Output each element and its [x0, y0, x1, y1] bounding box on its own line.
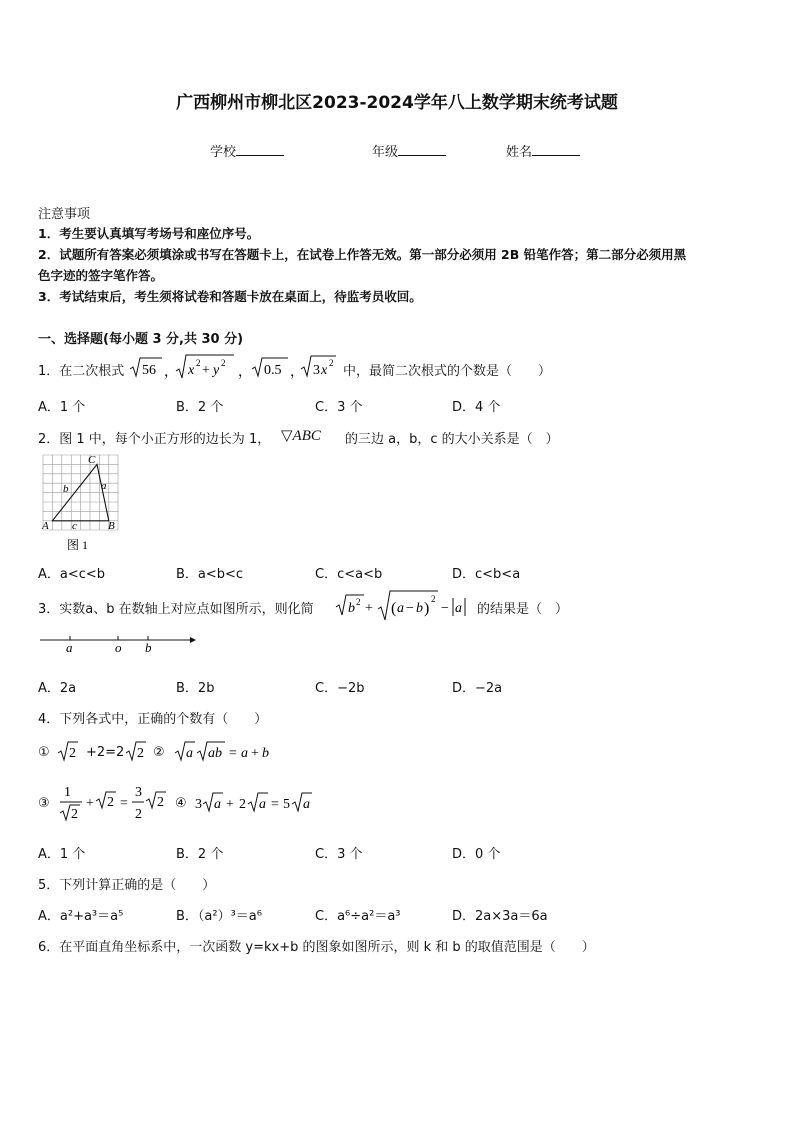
q3-option-c: C．−2b: [315, 681, 365, 696]
svg-text:ab: ab: [208, 746, 222, 761]
svg-text:，: ，: [164, 365, 178, 380]
q4-option-a: A．1 个: [38, 847, 86, 862]
name-blank: [532, 143, 580, 156]
svg-text:x: x: [321, 363, 328, 378]
notes-item-3: 3．考试结束后，考生须将试卷和答题卡放在桌面上，待监考员收回。: [38, 289, 422, 304]
svg-text:a: a: [241, 746, 248, 761]
svg-text:56: 56: [142, 363, 156, 378]
label-B: B: [108, 520, 115, 532]
q1-suffix: 中，最简二次根式的个数是（ ）: [343, 364, 552, 379]
grade-label: 年级: [372, 145, 399, 160]
svg-text:=: =: [271, 797, 279, 812]
q2-option-a: A．a<c<b: [38, 567, 106, 582]
q4-item4-expr: [193, 789, 318, 815]
figure-caption: 图 1: [67, 538, 89, 552]
label-c: c: [72, 520, 77, 532]
q4-item3-circle: ③: [38, 796, 50, 811]
svg-text:−: −: [406, 601, 414, 616]
svg-text:a: a: [397, 601, 404, 616]
svg-text:a: a: [214, 797, 221, 812]
grade-field: [372, 141, 446, 160]
school-label: 学校: [210, 145, 237, 160]
svg-text:b: b: [348, 601, 355, 616]
q1-option-b: B．2 个: [176, 400, 224, 415]
q5-option-b: B．（a²）³＝a⁶: [176, 909, 262, 924]
svg-text:a: a: [259, 797, 266, 812]
q3-prefix: 3．实数a、b 在数轴上对应点如图所示，则化简: [38, 602, 314, 617]
svg-text:5: 5: [283, 797, 290, 812]
notes-heading: 注意事项: [38, 207, 91, 222]
label-C: C: [88, 454, 96, 466]
svg-text:b: b: [262, 746, 269, 761]
q4-option-b: B．2 个: [176, 847, 224, 862]
name-field: [506, 141, 580, 160]
svg-text:2: 2: [135, 807, 142, 822]
q1-radicals: [128, 352, 343, 382]
svg-text:y: y: [213, 363, 220, 378]
svg-text:+: +: [251, 746, 259, 761]
q4-item1-radical-b: [124, 738, 148, 764]
q3-option-b: B．2b: [176, 681, 215, 696]
q2-triangle: [281, 426, 321, 445]
svg-text:0.5: 0.5: [264, 363, 282, 378]
q5-option-c: C．a⁶÷a²＝a³: [315, 909, 401, 924]
svg-text:=: =: [229, 746, 237, 761]
svg-text:2: 2: [69, 746, 76, 761]
svg-text:a: a: [455, 601, 462, 616]
triangle-symbol: ▽: [281, 428, 293, 444]
notes-item-2: 2．试题所有答案必须填涂或书写在答题卡上，在试卷上作答无效。第一部分必须用 2B 铅笔作答；第二部分必须用黑: [38, 247, 687, 262]
q4-item3-expr: [58, 780, 170, 826]
svg-text:3: 3: [135, 785, 142, 800]
label-b: b: [63, 483, 69, 495]
svg-text:x: x: [188, 363, 195, 378]
svg-text:，: ，: [238, 365, 252, 380]
svg-text:a: a: [186, 746, 193, 761]
svg-text:+: +: [226, 797, 234, 812]
svg-text:−: −: [441, 601, 449, 616]
svg-text:+: +: [202, 363, 210, 378]
svg-text:+: +: [365, 601, 373, 616]
q3-option-a: A．2a: [38, 681, 77, 696]
q5-option-d: D．2a×3a＝6a: [452, 909, 548, 924]
q2-suffix: 的三边 a，b，c 的大小关系是（ ）: [345, 432, 559, 447]
q4-item2-expr: [173, 738, 283, 764]
svg-text:2: 2: [157, 795, 164, 810]
section-heading: 一、选择题(每小题 3 分,共 30 分): [38, 332, 244, 347]
svg-text:2: 2: [356, 597, 361, 607]
axis-label-a: a: [66, 640, 73, 655]
triangle-name: ABC: [292, 428, 321, 444]
svg-text:a: a: [303, 797, 310, 812]
page-title: 广西柳州市柳北区2023-2024学年八上数学期末统考试题: [176, 93, 618, 113]
q2-option-d: D．c<b<a: [452, 567, 521, 582]
svg-text:3: 3: [313, 363, 320, 378]
q1-option-d: D．4 个: [452, 400, 501, 415]
label-A: A: [42, 520, 49, 532]
q1-prefix: 1．在二次根式: [38, 364, 125, 379]
q4-item1-circle: ①: [38, 745, 50, 760]
svg-text:2: 2: [107, 795, 114, 810]
label-a: a: [101, 480, 107, 492]
svg-text:3: 3: [195, 797, 202, 812]
svg-text:2: 2: [431, 594, 436, 604]
q3-option-d: D．−2a: [452, 681, 503, 696]
q3-number-line: [38, 630, 198, 658]
svg-text:2: 2: [329, 358, 334, 368]
q4-option-c: C．3 个: [315, 847, 363, 862]
q4-item4-circle: ④: [175, 796, 187, 811]
svg-text:2: 2: [137, 746, 144, 761]
svg-text:b: b: [416, 601, 423, 616]
q5-stem: 5．下列计算正确的是（ ）: [38, 878, 216, 893]
q1-option-a: A．1 个: [38, 400, 86, 415]
svg-text:，: ，: [290, 365, 304, 380]
axis-label-b: b: [145, 640, 152, 655]
notes-item-2-cont: 色字迹的签字笔作答。: [38, 268, 164, 283]
axis-label-o: o: [115, 640, 122, 655]
q3-suffix: 的结果是（ ）: [477, 602, 569, 617]
q4-item1-mid: +2=2: [86, 745, 125, 760]
school-blank: [236, 143, 284, 156]
svg-text:(: (: [391, 600, 397, 617]
q4-stem: 4．下列各式中，正确的个数有（ ）: [38, 712, 268, 727]
q2-figure: [38, 452, 128, 552]
q2-option-c: C．c<a<b: [315, 567, 383, 582]
q6-stem: 6．在平面直角坐标系中，一次函数 y=kx+b 的图象如图所示，则 k 和 b 的取值范围是（ ）: [38, 940, 595, 955]
svg-text:=: =: [120, 796, 128, 811]
q2-option-b: B．a<b<c: [176, 567, 244, 582]
svg-text:+: +: [86, 796, 94, 811]
school-field: [210, 141, 284, 160]
q5-option-a: A．a²+a³＝a⁵: [38, 909, 124, 924]
svg-text:2: 2: [239, 797, 246, 812]
q1-option-c: C．3 个: [315, 400, 363, 415]
svg-text:1: 1: [64, 785, 71, 800]
notes-item-1: 1．考生要认真填写考场号和座位序号。: [38, 226, 260, 241]
q4-item1-radical-a: [56, 738, 80, 764]
svg-text:2: 2: [221, 358, 226, 368]
q4-item2-circle: ②: [153, 745, 165, 760]
svg-text:2: 2: [196, 358, 201, 368]
svg-text:): ): [424, 600, 430, 617]
svg-text:2: 2: [71, 807, 78, 822]
q3-expression: [334, 588, 474, 622]
q4-option-d: D．0 个: [452, 847, 501, 862]
grade-blank: [398, 143, 446, 156]
name-label: 姓名: [506, 145, 533, 160]
q2-prefix: 2．图 1 中，每个小正方形的边长为 1，: [38, 432, 271, 447]
